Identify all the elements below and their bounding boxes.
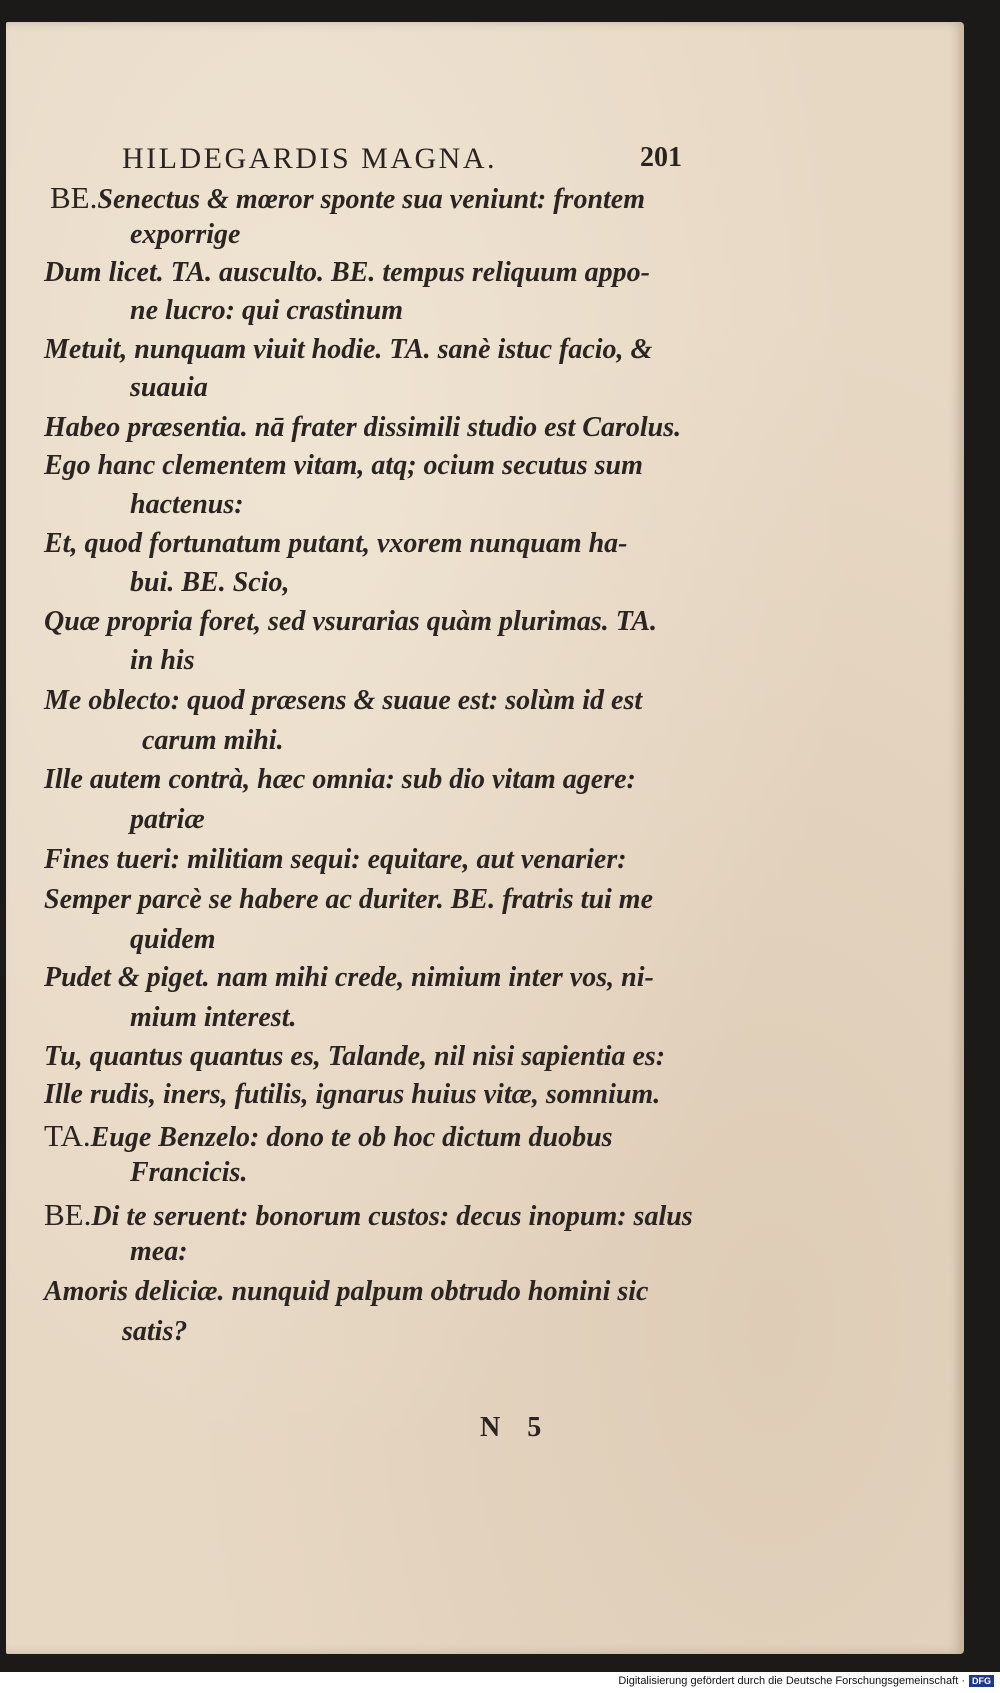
text-line [44,528,628,560]
page-number: 201 [640,142,682,173]
text-line [44,1197,693,1233]
line-text: Pudet & piget. nam mihi crede, nimium inter vos, ni- [44,962,654,993]
line-text: quidem [130,924,216,955]
text-line [44,884,653,916]
speaker-label: BE. [50,180,98,215]
book-page [6,22,964,1654]
line-text: carum mihi. [142,725,284,756]
text-line [44,606,657,638]
text-line [44,450,643,482]
text-line [130,295,403,327]
dfg-logo: DFG [969,1675,994,1687]
text-line [44,1041,665,1073]
text-line [44,412,681,444]
line-text: in his [130,645,195,676]
text-line [44,1079,660,1111]
text-line [50,180,645,216]
line-text: satis? [122,1316,188,1347]
speaker-label: TA. [44,1118,91,1153]
text-line [142,725,284,757]
running-head [122,142,682,178]
text-line [130,372,208,404]
line-text: hactenus: [130,489,244,520]
line-text: bui. BE. Scio, [130,567,290,598]
line-text: Ille rudis, iners, futilis, ignarus huius vitæ, somnium. [44,1079,661,1110]
text-line [130,804,205,836]
running-title: HILDEGARDIS MAGNA. [122,142,497,175]
line-text: Et, quod fortunatum putant, vxorem nunquam ha- [44,528,628,559]
text-line [44,257,650,289]
text-line [130,1002,296,1034]
line-text: Habeo præsentia. nā frater dissimili studio est Carolus. [44,412,682,443]
line-text: suauia [130,372,208,403]
line-text: Amoris deliciæ. nunquid palpum obtrudo homini sic [44,1276,649,1307]
text-line [130,1236,188,1268]
line-text: Me oblecto: quod præsens & suaue est: solùm id est [44,685,643,716]
text-line [130,489,244,521]
speaker-label: BE. [44,1197,92,1232]
text-line [130,645,195,677]
line-text: Ego hanc clementem vitam, atq; ocium secutus sum [44,450,643,481]
text-line [44,844,627,876]
line-text: Senectus & mœror sponte sua veniunt: frontem [97,184,646,215]
line-text: ne lucro: qui crastinum [130,295,404,326]
line-text: Di te seruent: bonorum custos: decus inopum: salus [91,1201,693,1232]
line-text: Fines tueri: militiam sequi: equitare, aut venarier: [44,844,627,875]
line-text: Metuit, nunquam viuit hodie. TA. sanè istuc facio, & [44,334,653,365]
text-line [44,1118,613,1154]
line-text: Euge Benzelo: dono te ob hoc dictum duobus [90,1122,613,1153]
text-line [130,1157,247,1189]
text-line [130,219,240,251]
text-line [44,334,652,366]
line-text: Quæ propria foret, sed vsurarias quàm plurimas. TA. [44,606,657,637]
line-text: mea: [130,1236,188,1267]
line-text: Dum licet. TA. ausculto. BE. tempus reliquum appo- [44,257,650,288]
line-text: Tu, quantus quantus es, Talande, nil nisi sapientia es: [44,1041,666,1072]
text-line [130,924,216,956]
footer-credit [618,1675,994,1687]
line-text: Ille autem contrà, hæc omnia: sub dio vitam agere: [44,764,636,795]
text-line [44,685,642,717]
credit-text: Digitalisierung gefördert durch die Deutsche Forschungsgemeinschaft · [618,1675,965,1687]
text-line [130,567,289,599]
line-text: patriæ [130,804,205,835]
signature-mark: N 5 [480,1412,552,1443]
text-line [44,764,636,796]
line-text: mium interest. [130,1002,297,1033]
line-text: Semper parcè se habere ac duriter. BE. fratris tui me [44,884,653,915]
line-text: Francicis. [130,1157,248,1188]
line-text: exporrige [130,219,241,250]
text-line [122,1316,187,1348]
text-line [44,962,654,994]
text-line [44,1276,648,1308]
